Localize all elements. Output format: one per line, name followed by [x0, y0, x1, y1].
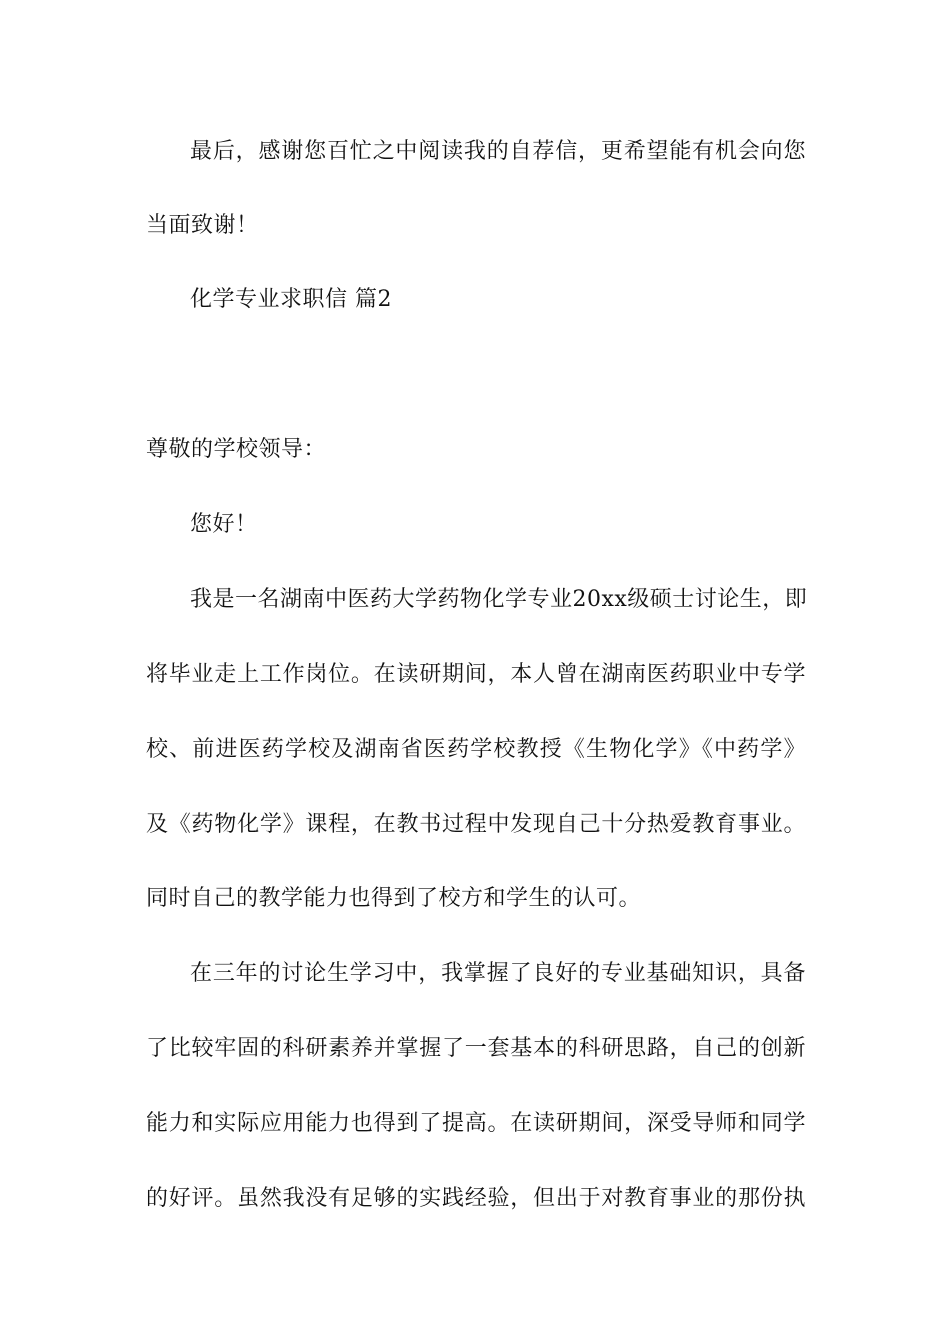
salutation: 尊敬的学校领导：	[146, 437, 327, 462]
paragraph-line: 及《药物化学》课程，在教书过程中发现自己十分热爱教育事业。	[146, 812, 806, 837]
paragraph-line: 能力和实际应用能力也得到了提高。在读研期间，深受导师和同学	[146, 1111, 806, 1136]
paragraph-line: 的好评。虽然我没有足够的实践经验，但出于对教育事业的那份执	[146, 1186, 806, 1211]
paragraph-line: 最后，感谢您百忙之中阅读我的自荐信，更希望能有机会向您	[190, 139, 806, 164]
paragraph-line: 当面致谢！	[146, 213, 259, 238]
paragraph-line: 同时自己的教学能力也得到了校方和学生的认可。	[146, 886, 642, 911]
paragraph-line: 了比较牢固的科研素养并掌握了一套基本的科研思路，自己的创新	[146, 1036, 806, 1061]
paragraph-line: 校、前进医药学校及湖南省医药学校教授《生物化学》《中药学》	[146, 737, 806, 762]
greeting: 您好！	[190, 512, 258, 537]
section-heading: 化学专业求职信 篇2	[190, 287, 392, 312]
paragraph-line: 将毕业走上工作岗位。在读研期间，本人曾在湖南医药职业中专学	[146, 662, 806, 687]
paragraph-line: 我是一名湖南中医药大学药物化学专业20xx级硕士讨论生，即	[190, 587, 808, 612]
paragraph-line: 在三年的讨论生学习中，我掌握了良好的专业基础知识，具备	[190, 961, 806, 986]
